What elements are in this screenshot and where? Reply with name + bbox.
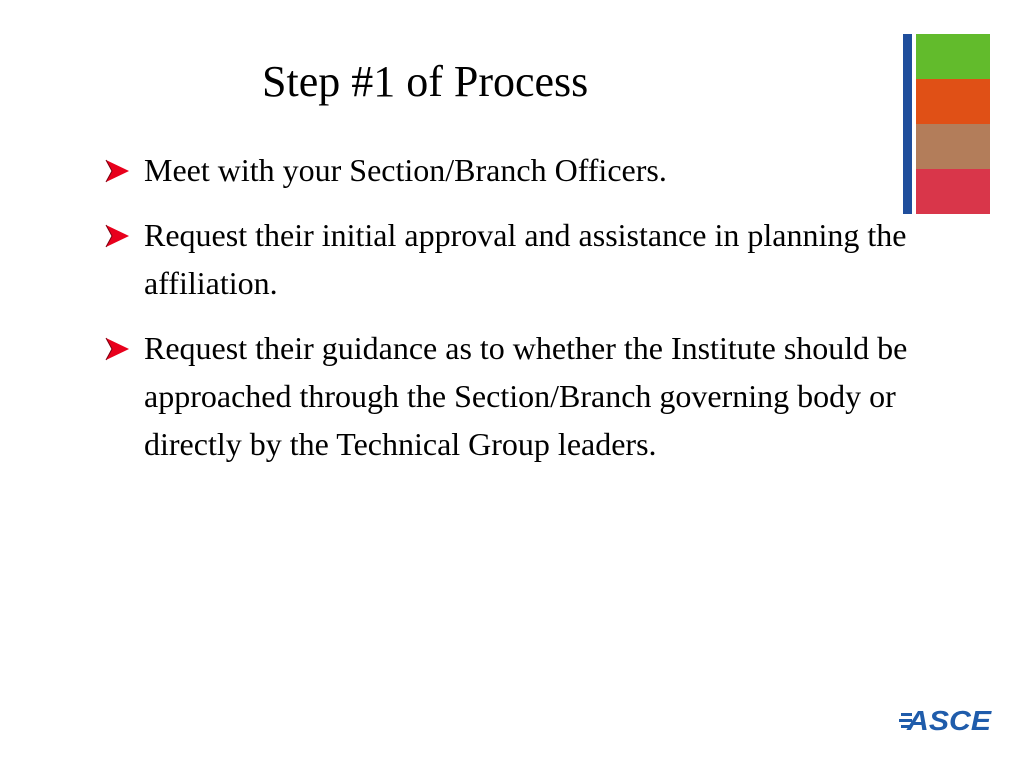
asce-logo bbox=[899, 700, 993, 736]
arrowhead-bullet-icon bbox=[104, 337, 130, 361]
bullet-item bbox=[104, 211, 944, 307]
color-block-orange bbox=[916, 79, 990, 124]
color-block-green bbox=[916, 34, 990, 79]
slide-title: Step #1 of Process bbox=[262, 57, 589, 106]
bullet-text: Request their guidance as to whether the Institute should be approached through the Section/Branch governing body or directly by the Technical Group leaders. bbox=[144, 330, 908, 462]
accent-bar bbox=[903, 34, 912, 214]
color-block-red bbox=[916, 169, 990, 214]
arrowhead-bullet-icon bbox=[104, 224, 130, 248]
bullet-item bbox=[104, 146, 944, 194]
bullet-list bbox=[104, 146, 944, 485]
arrowhead-bullet-icon bbox=[104, 159, 130, 183]
bullet-text: Meet with your Section/Branch Officers. bbox=[144, 152, 667, 188]
color-block-tan bbox=[916, 124, 990, 169]
bullet-text: Request their initial approval and assistance in planning the affiliation. bbox=[144, 217, 907, 301]
svg-text:ASCE: ASCE bbox=[905, 705, 993, 736]
bullet-item bbox=[104, 324, 944, 468]
